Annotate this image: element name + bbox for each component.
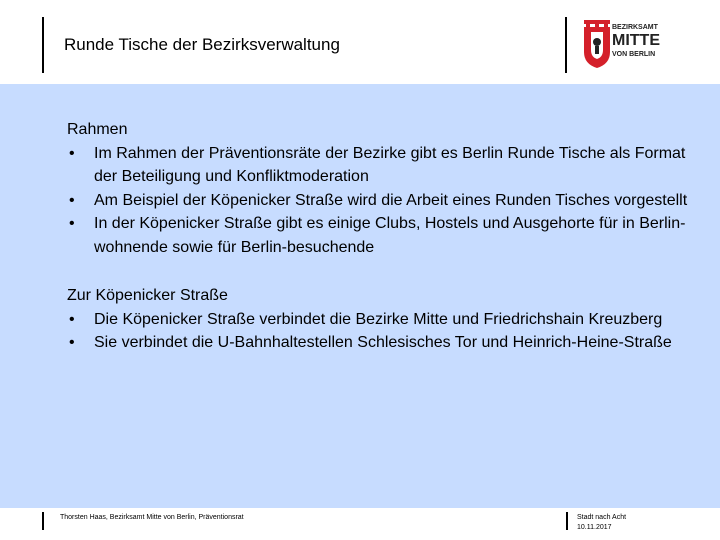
list-item-text: In der Köpenicker Straße gibt es einige Clubs, Hostels und Ausgehorte für in Berlin-wohnende sowie für Berlin-besuchende (94, 215, 686, 256)
footer-divider-left (42, 512, 44, 530)
list-item (67, 331, 707, 355)
section-heading: Zur Köpenicker Straße (67, 287, 228, 304)
bezirksamt-logo (582, 14, 670, 76)
footer-date: 10.11.2017 (577, 524, 612, 531)
logo-line-1: BEZIRKSAMT (612, 24, 658, 31)
list-item (67, 189, 707, 213)
logo-line-3: VON BERLIN (612, 51, 656, 58)
list-item-text: Am Beispiel der Köpenicker Straße wird die Arbeit eines Runden Tisches vorgestellt (94, 191, 688, 209)
list-item-text: Sie verbindet die U-Bahnhaltestellen Schlesisches Tor und Heinrich-Heine-Straße (94, 334, 672, 351)
section-rahmen (67, 118, 707, 259)
coat-of-arms-icon (584, 20, 610, 68)
bullet-icon: • (69, 310, 75, 328)
bullet-list (67, 142, 707, 260)
slide-footer (0, 508, 720, 540)
bullet-icon: • (69, 334, 75, 351)
footer-event: Stadt nach Acht (577, 514, 627, 521)
section-heading: Rahmen (67, 121, 128, 138)
list-item (67, 142, 707, 189)
header-divider-right (565, 17, 567, 73)
bullet-icon: • (69, 191, 75, 209)
bullet-icon: • (69, 215, 75, 232)
logo-line-2: MITTE (612, 32, 660, 49)
header-divider-left (42, 17, 44, 73)
list-item-text: Die Köpenicker Straße verbindet die Bezirke Mitte und Friedrichshain Kreuzberg (94, 310, 663, 328)
footer-author: Thorsten Haas, Bezirksamt Mitte von Berlin, Präventionsrat (60, 514, 244, 521)
list-item (67, 212, 707, 259)
list-item-text: Im Rahmen der Präventionsräte der Bezirke gibt es Berlin Runde Tische als Format der Beteiligung und Konfliktmoderation (94, 144, 686, 185)
section-koepenicker-strasse (67, 284, 707, 355)
slide-title: Runde Tische der Bezirksverwaltung (64, 35, 340, 54)
slide-content (67, 118, 707, 355)
footer-divider-right (566, 512, 568, 530)
list-item (67, 308, 707, 332)
bullet-icon: • (69, 144, 75, 162)
bullet-list (67, 308, 707, 355)
